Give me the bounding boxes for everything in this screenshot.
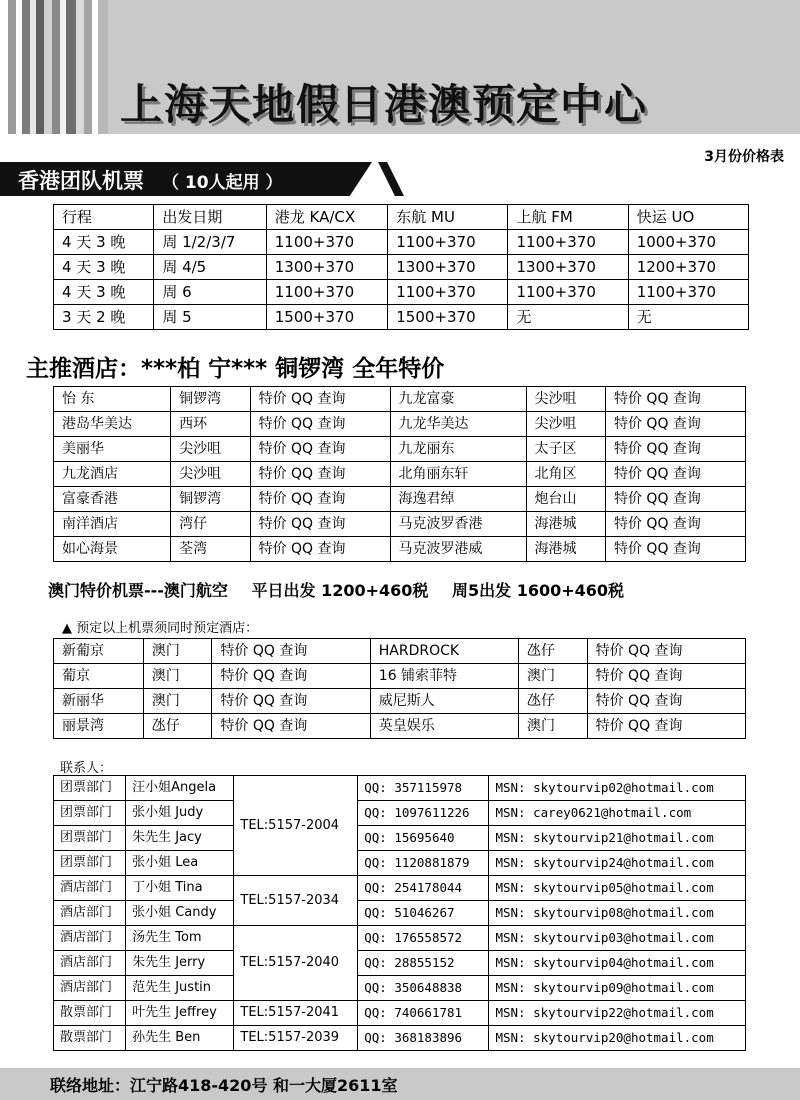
table-cell: 九龙华美达 <box>390 412 526 437</box>
table-cell: 特价 QQ 查询 <box>605 387 745 412</box>
header-cell: 港龙 KA/CX <box>266 205 388 230</box>
name-cell: 张小姐 Judy <box>126 801 234 826</box>
hotels-table <box>53 386 746 562</box>
table-cell: 特价 QQ 查询 <box>212 714 370 739</box>
table-row <box>54 462 746 487</box>
table-cell: 1100+370 <box>266 230 388 255</box>
footer-address-bar <box>0 1068 800 1100</box>
table-cell: 1100+370 <box>388 280 508 305</box>
table-cell: 4 天 3 晚 <box>54 230 154 255</box>
name-cell: 叶先生 Jeffrey <box>126 1001 234 1026</box>
table-cell: 特价 QQ 查询 <box>250 412 390 437</box>
contacts-label: 联系人： <box>60 761 113 776</box>
flights-banner-text <box>18 165 283 195</box>
table-cell: 1300+370 <box>266 255 388 280</box>
banner-slash-shape <box>378 162 404 196</box>
qq-cell: QQ: 51046267 <box>358 901 489 926</box>
table-row <box>54 714 746 739</box>
table-row <box>54 639 746 664</box>
macau-title: 澳门特价机票---澳门航空 <box>48 581 228 600</box>
table-cell: 九龙酒店 <box>54 462 171 487</box>
page-title: 上海天地假日港澳预定中心 <box>120 80 649 129</box>
table-cell: 尖沙咀 <box>171 462 250 487</box>
table-cell: 特价 QQ 查询 <box>212 689 370 714</box>
table-cell: 4 天 3 晚 <box>54 280 154 305</box>
macau-friday-price: 周5出发 1600+460税 <box>452 581 625 600</box>
table-cell: 特价 QQ 查询 <box>250 387 390 412</box>
table-cell: 特价 QQ 查询 <box>587 714 745 739</box>
header-cell: 东航 MU <box>388 205 508 230</box>
table-cell: 1100+370 <box>266 280 388 305</box>
macau-note: ▲ 预定以上机票须同时预定酒店： <box>62 621 259 636</box>
table-cell: 九龙丽东 <box>390 437 526 462</box>
name-cell: 张小姐 Candy <box>126 901 234 926</box>
header-cell: 上航 FM <box>508 205 628 230</box>
dept-cell: 酒店部门 <box>54 976 126 1001</box>
table-cell: 3 天 2 晚 <box>54 305 154 330</box>
qq-cell: QQ: 176558572 <box>358 926 489 951</box>
msn-cell: MSN: carey0621@hotmail.com <box>489 801 746 826</box>
table-cell: 海港城 <box>526 537 605 562</box>
table-row <box>54 512 746 537</box>
table-cell: 周 6 <box>154 280 266 305</box>
table-cell: 荃湾 <box>171 537 250 562</box>
header-cell: 行程 <box>54 205 154 230</box>
macau-flight-line <box>48 578 642 601</box>
dept-cell: 散票部门 <box>54 1026 126 1051</box>
qq-cell: QQ: 740661781 <box>358 1001 489 1026</box>
table-cell: 1300+370 <box>388 255 508 280</box>
table-cell: 周 5 <box>154 305 266 330</box>
header-banner <box>0 0 800 134</box>
name-cell: 朱先生 Jacy <box>126 826 234 851</box>
table-row <box>54 305 749 330</box>
table-cell: 1200+370 <box>628 255 748 280</box>
table-row <box>54 412 746 437</box>
flights-table <box>53 204 749 330</box>
table-cell: 丽景湾 <box>54 714 144 739</box>
table-row <box>54 901 746 926</box>
table-row <box>54 487 746 512</box>
table-cell: 4 天 3 晚 <box>54 255 154 280</box>
msn-cell: MSN: skytourvip21@hotmail.com <box>489 826 746 851</box>
table-cell: 威尼斯人 <box>370 689 518 714</box>
name-cell: 张小姐 Lea <box>126 851 234 876</box>
table-cell: 氹仔 <box>143 714 212 739</box>
contacts-table <box>53 775 746 1051</box>
table-row <box>54 1026 746 1051</box>
tel-cell: TEL:5157-2039 <box>234 1026 358 1051</box>
msn-cell: MSN: skytourvip20@hotmail.com <box>489 1026 746 1051</box>
table-cell: 西环 <box>171 412 250 437</box>
table-cell: 海港城 <box>526 512 605 537</box>
table-cell: 特价 QQ 查询 <box>605 512 745 537</box>
table-row <box>54 926 746 951</box>
price-note: 3月份价格表 <box>704 149 784 165</box>
table-cell: 特价 QQ 查询 <box>250 462 390 487</box>
flights-banner-sub: （ 10人起用 ） <box>162 173 283 193</box>
table-cell: 富豪香港 <box>54 487 171 512</box>
qq-cell: QQ: 1120881879 <box>358 851 489 876</box>
table-cell: 澳门 <box>143 664 212 689</box>
qq-cell: QQ: 368183896 <box>358 1026 489 1051</box>
msn-cell: MSN: skytourvip24@hotmail.com <box>489 851 746 876</box>
table-cell: 特价 QQ 查询 <box>212 639 370 664</box>
decorative-stripes <box>0 0 118 134</box>
table-cell: 特价 QQ 查询 <box>605 462 745 487</box>
table-cell: HARDROCK <box>370 639 518 664</box>
table-cell: 1100+370 <box>508 280 628 305</box>
table-cell: 太子区 <box>526 437 605 462</box>
dept-cell: 团票部门 <box>54 851 126 876</box>
table-cell: 1000+370 <box>628 230 748 255</box>
table-cell: 尖沙咀 <box>526 412 605 437</box>
table-cell: 北角丽东轩 <box>390 462 526 487</box>
table-cell: 1500+370 <box>266 305 388 330</box>
tel-cell: TEL:5157-2034 <box>234 876 358 926</box>
table-cell: 1100+370 <box>508 230 628 255</box>
table-cell: 北角区 <box>526 462 605 487</box>
table-cell: 葡京 <box>54 664 144 689</box>
tel-cell: TEL:5157-2041 <box>234 1001 358 1026</box>
dept-cell: 散票部门 <box>54 1001 126 1026</box>
macau-hotels-table <box>53 638 746 739</box>
dept-cell: 酒店部门 <box>54 876 126 901</box>
table-cell: 特价 QQ 查询 <box>587 639 745 664</box>
table-cell: 特价 QQ 查询 <box>605 487 745 512</box>
flights-banner <box>0 162 392 196</box>
table-row <box>54 437 746 462</box>
table-row <box>54 826 746 851</box>
table-cell: 特价 QQ 查询 <box>605 412 745 437</box>
table-cell: 特价 QQ 查询 <box>605 437 745 462</box>
tel-cell: TEL:5157-2004 <box>234 776 358 876</box>
table-cell: 马克波罗港威 <box>390 537 526 562</box>
dept-cell: 团票部门 <box>54 801 126 826</box>
msn-cell: MSN: skytourvip08@hotmail.com <box>489 901 746 926</box>
dept-cell: 团票部门 <box>54 826 126 851</box>
dept-cell: 酒店部门 <box>54 951 126 976</box>
table-cell: 特价 QQ 查询 <box>212 664 370 689</box>
table-row <box>54 951 746 976</box>
msn-cell: MSN: skytourvip05@hotmail.com <box>489 876 746 901</box>
table-cell: 1500+370 <box>388 305 508 330</box>
table-cell: 周 4/5 <box>154 255 266 280</box>
table-cell: 尖沙咀 <box>171 437 250 462</box>
msn-cell: MSN: skytourvip04@hotmail.com <box>489 951 746 976</box>
footer-address: 联络地址：江宁路418-420号 和一大厦2611室 <box>50 1076 398 1095</box>
table-cell: 马克波罗香港 <box>390 512 526 537</box>
qq-cell: QQ: 28855152 <box>358 951 489 976</box>
table-row <box>54 387 746 412</box>
msn-cell: MSN: skytourvip02@hotmail.com <box>489 776 746 801</box>
qq-cell: QQ: 15695640 <box>358 826 489 851</box>
dept-cell: 酒店部门 <box>54 901 126 926</box>
name-cell: 孙先生 Ben <box>126 1026 234 1051</box>
table-cell: 氹仔 <box>519 689 588 714</box>
table-cell: 湾仔 <box>171 512 250 537</box>
table-cell: 特价 QQ 查询 <box>250 487 390 512</box>
table-cell: 英皇娱乐 <box>370 714 518 739</box>
header-cell: 快运 UO <box>628 205 748 230</box>
name-cell: 丁小姐 Tina <box>126 876 234 901</box>
table-cell: 南洋酒店 <box>54 512 171 537</box>
table-cell: 如心海景 <box>54 537 171 562</box>
table-cell: 1100+370 <box>628 280 748 305</box>
table-cell: 特价 QQ 查询 <box>250 437 390 462</box>
dept-cell: 酒店部门 <box>54 926 126 951</box>
qq-cell: QQ: 254178044 <box>358 876 489 901</box>
table-row <box>54 230 749 255</box>
table-cell: 澳门 <box>519 714 588 739</box>
table-cell: 新葡京 <box>54 639 144 664</box>
msn-cell: MSN: skytourvip22@hotmail.com <box>489 1001 746 1026</box>
table-row <box>54 255 749 280</box>
table-row <box>54 851 746 876</box>
table-row <box>54 537 746 562</box>
table-cell: 16 铺索菲特 <box>370 664 518 689</box>
table-cell: 澳门 <box>143 689 212 714</box>
table-cell: 无 <box>508 305 628 330</box>
flights-banner-title: 香港团队机票 <box>18 169 144 193</box>
table-cell: 特价 QQ 查询 <box>587 689 745 714</box>
table-cell: 炮台山 <box>526 487 605 512</box>
table-cell: 特价 QQ 查询 <box>605 537 745 562</box>
table-cell: 尖沙咀 <box>526 387 605 412</box>
table-cell: 美丽华 <box>54 437 171 462</box>
table-row <box>54 801 746 826</box>
msn-cell: MSN: skytourvip03@hotmail.com <box>489 926 746 951</box>
qq-cell: QQ: 1097611226 <box>358 801 489 826</box>
table-row <box>54 280 749 305</box>
table-cell: 铜锣湾 <box>171 387 250 412</box>
table-cell: 怡 东 <box>54 387 171 412</box>
table-row <box>54 1001 746 1026</box>
table-row <box>54 689 746 714</box>
qq-cell: QQ: 357115978 <box>358 776 489 801</box>
table-cell: 澳门 <box>143 639 212 664</box>
table-cell: 1300+370 <box>508 255 628 280</box>
hotels-heading: 主推酒店：***柏 宁*** 铜锣湾 全年特价 <box>26 356 445 382</box>
header-cell: 出发日期 <box>154 205 266 230</box>
table-cell: 周 1/2/3/7 <box>154 230 266 255</box>
table-cell: 1100+370 <box>388 230 508 255</box>
table-cell: 铜锣湾 <box>171 487 250 512</box>
name-cell: 朱先生 Jerry <box>126 951 234 976</box>
table-cell: 特价 QQ 查询 <box>250 512 390 537</box>
table-cell: 无 <box>628 305 748 330</box>
table-header-row <box>54 205 749 230</box>
tel-cell: TEL:5157-2040 <box>234 926 358 1001</box>
dept-cell: 团票部门 <box>54 776 126 801</box>
name-cell: 汤先生 Tom <box>126 926 234 951</box>
table-row <box>54 776 746 801</box>
table-row <box>54 876 746 901</box>
qq-cell: QQ: 350648838 <box>358 976 489 1001</box>
table-cell: 澳门 <box>519 664 588 689</box>
table-cell: 九龙富豪 <box>390 387 526 412</box>
table-cell: 港岛华美达 <box>54 412 171 437</box>
name-cell: 汪小姐Angela <box>126 776 234 801</box>
table-row <box>54 976 746 1001</box>
table-cell: 氹仔 <box>519 639 588 664</box>
table-cell: 海逸君绰 <box>390 487 526 512</box>
name-cell: 范先生 Justin <box>126 976 234 1001</box>
table-cell: 特价 QQ 查询 <box>250 537 390 562</box>
msn-cell: MSN: skytourvip09@hotmail.com <box>489 976 746 1001</box>
table-cell: 特价 QQ 查询 <box>587 664 745 689</box>
macau-weekday-price: 平日出发 1200+460税 <box>251 581 429 600</box>
table-row <box>54 664 746 689</box>
table-cell: 新丽华 <box>54 689 144 714</box>
